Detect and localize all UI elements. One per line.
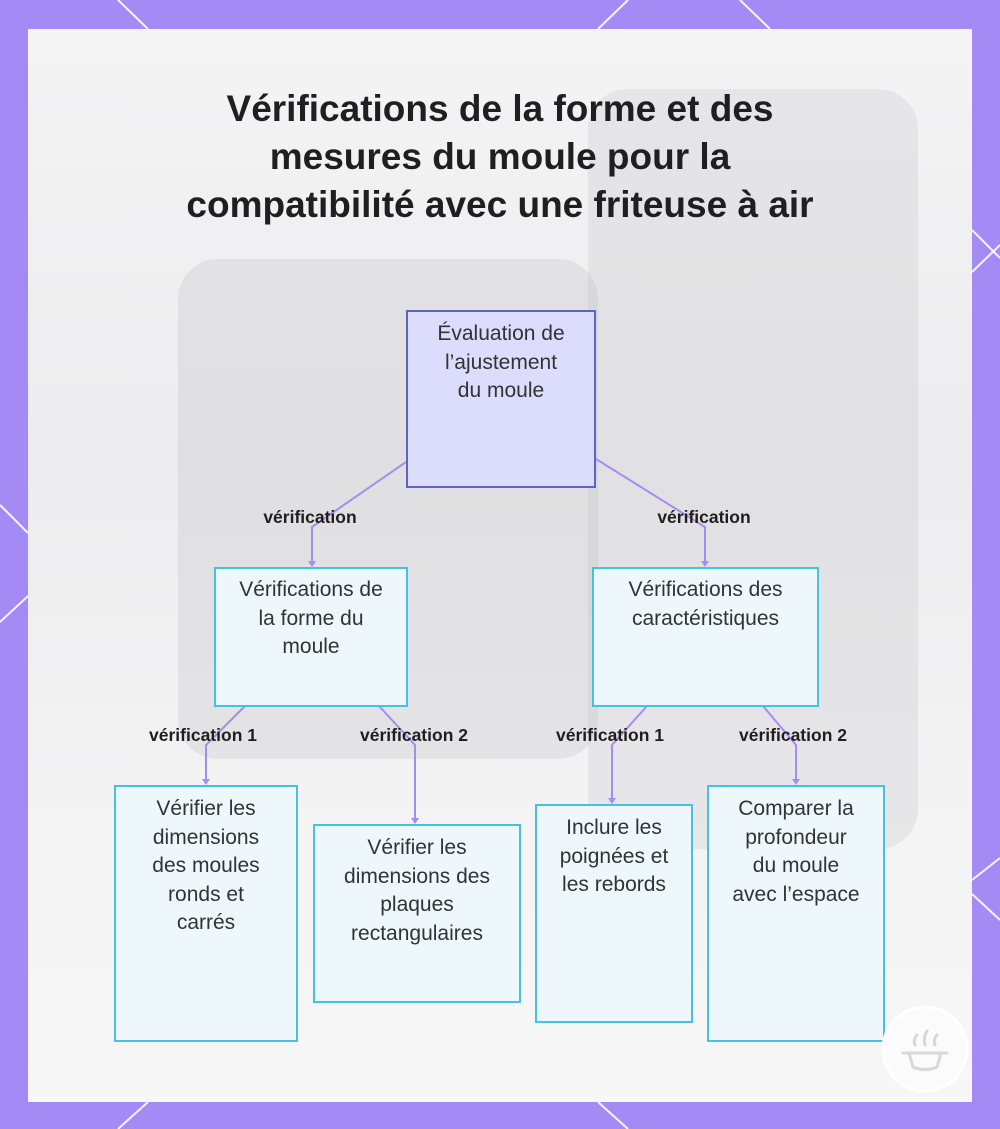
node-root — [406, 310, 596, 488]
edge-label-root-features: vérification — [657, 507, 751, 527]
connector-shape-leaf2 — [379, 706, 415, 822]
leaf-depth-label: Comparer la profondeur du moule avec l’espace — [732, 797, 860, 906]
edge-label-shape-1: vérification 1 — [149, 725, 257, 745]
node-shape-checks — [214, 567, 408, 707]
leaf-rectangular-label: Vérifier les dimensions des plaques rectangulaires — [344, 836, 490, 945]
node-features-label: Vérifications des caractéristiques — [628, 578, 783, 630]
node-feature-checks — [592, 567, 819, 707]
node-depth-comparison — [707, 785, 885, 1042]
edge-label-shape-2: vérification 2 — [360, 725, 468, 745]
diagram-panel — [28, 29, 972, 1102]
node-rectangular-dimensions — [313, 824, 521, 1003]
leaf-handles-label: Inclure les poignées et les rebords — [559, 816, 669, 896]
diagram-title: Vérifications de la forme et des mesures du moule pour la compatibilité avec une friteuse à air — [186, 88, 814, 225]
cooking-pot-icon — [881, 1005, 969, 1093]
node-handles-rims — [535, 804, 693, 1023]
edge-label-features-1: vérification 1 — [556, 725, 664, 745]
connector-features-leaf3 — [612, 706, 647, 802]
node-round-square-dimensions — [114, 785, 298, 1042]
node-root-label: Évaluation de l’ajustement du moule — [437, 322, 565, 402]
leaf-round-square-label: Vérifier les dimensions des moules ronds et carrés — [152, 797, 260, 934]
node-shape-label: Vérifications de la forme du moule — [239, 578, 383, 658]
edge-label-root-shape: vérification — [263, 507, 357, 527]
edge-label-features-2: vérification 2 — [739, 725, 847, 745]
